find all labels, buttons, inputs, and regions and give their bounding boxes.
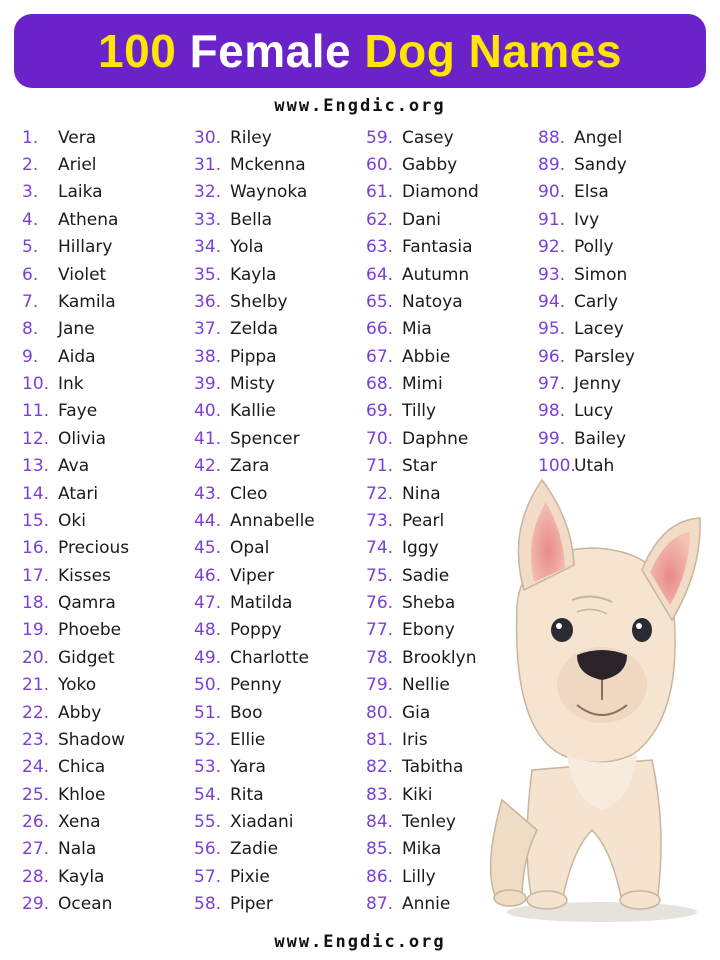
name-list-item — [194, 863, 315, 890]
item-number: 61. — [366, 182, 394, 203]
dog-name: Violet — [58, 264, 107, 285]
item-number: 47. — [194, 593, 222, 614]
name-list-item — [538, 398, 635, 425]
name-list-item — [194, 206, 315, 233]
item-number: 90. — [538, 182, 566, 203]
dog-name: Precious — [58, 538, 130, 559]
dog-name: Ebony — [402, 620, 455, 641]
item-number: 53. — [194, 757, 222, 778]
dog-name: Ellie — [230, 729, 266, 750]
dog-name: Aida — [58, 346, 96, 367]
name-list-item — [194, 124, 315, 151]
item-number: 100. — [538, 456, 576, 477]
item-number: 16. — [22, 538, 50, 559]
dog-name: Kiki — [402, 784, 433, 805]
dog-name: Tenley — [402, 812, 456, 833]
dog-name: Autumn — [402, 264, 470, 285]
item-number: 35. — [194, 264, 222, 285]
name-list-item — [366, 151, 479, 178]
dog-name: Kallie — [230, 401, 276, 422]
dog-name: Nala — [58, 839, 97, 860]
name-list-item — [22, 453, 129, 480]
item-number: 75. — [366, 565, 394, 586]
name-list-item — [22, 234, 129, 261]
item-number: 39. — [194, 374, 222, 395]
item-number: 4. — [22, 209, 39, 230]
dog-name: Laika — [58, 182, 103, 203]
name-list-item — [194, 234, 315, 261]
dog-name: Faye — [58, 401, 98, 422]
name-list-item — [22, 754, 129, 781]
name-list-item — [194, 370, 315, 397]
item-number: 43. — [194, 483, 222, 504]
item-number: 93. — [538, 264, 566, 285]
item-number: 60. — [366, 155, 394, 176]
name-list-item — [366, 206, 479, 233]
dog-name: Zelda — [230, 319, 279, 340]
item-number: 8. — [22, 319, 39, 340]
dog-name: Jenny — [574, 374, 622, 395]
item-number: 97. — [538, 374, 566, 395]
title-word-female: Female — [189, 25, 352, 77]
item-number: 77. — [366, 620, 394, 641]
item-number: 96. — [538, 346, 566, 367]
item-number: 85. — [366, 839, 394, 860]
item-number: 70. — [366, 428, 394, 449]
item-number: 48. — [194, 620, 222, 641]
dog-name: Bailey — [574, 428, 627, 449]
dog-name: Mika — [402, 839, 442, 860]
item-number: 29. — [22, 894, 50, 915]
item-number: 3. — [22, 182, 39, 203]
dog-name: Gia — [402, 702, 431, 723]
dog-name: Abbie — [402, 346, 451, 367]
name-list-item — [538, 370, 635, 397]
title-banner — [14, 14, 706, 88]
dog-name: Natoya — [402, 291, 463, 312]
name-list-item — [22, 589, 129, 616]
dog-name: Mia — [402, 319, 432, 340]
item-number: 34. — [194, 237, 222, 258]
item-number: 62. — [366, 209, 394, 230]
name-list-item — [194, 316, 315, 343]
dog-name: Casey — [402, 127, 454, 148]
name-list-item — [22, 398, 129, 425]
dog-name: Daphne — [402, 428, 469, 449]
item-number: 79. — [366, 675, 394, 696]
dog-name: Vera — [58, 127, 97, 148]
item-number: 44. — [194, 510, 222, 531]
dog-name: Nina — [402, 483, 441, 504]
name-list-item — [194, 453, 315, 480]
item-number: 49. — [194, 647, 222, 668]
item-number: 51. — [194, 702, 222, 723]
name-list-item — [22, 672, 129, 699]
name-list-item — [366, 425, 479, 452]
item-number: 98. — [538, 401, 566, 422]
dog-name: Olivia — [58, 428, 107, 449]
dog-name: Chica — [58, 757, 106, 778]
dog-name: Zadie — [230, 839, 279, 860]
dog-name: Kayla — [58, 866, 105, 887]
item-number: 32. — [194, 182, 222, 203]
name-list-item — [22, 808, 129, 835]
dog-name: Spencer — [230, 428, 300, 449]
item-number: 20. — [22, 647, 50, 668]
name-list-item — [22, 781, 129, 808]
name-list-item — [538, 425, 635, 452]
item-number: 46. — [194, 565, 222, 586]
dog-name: Sadie — [402, 565, 450, 586]
item-number: 12. — [22, 428, 50, 449]
dog-name: Iris — [402, 729, 428, 750]
item-number: 65. — [366, 291, 394, 312]
dog-name: Elsa — [574, 182, 609, 203]
name-list-item — [22, 644, 129, 671]
name-list-item — [194, 754, 315, 781]
dog-name: Pixie — [230, 866, 270, 887]
item-number: 71. — [366, 456, 394, 477]
dog-name: Shelby — [230, 291, 288, 312]
name-list-item — [538, 288, 635, 315]
dog-name: Abby — [58, 702, 102, 723]
site-url-top[interactable]: www.Engdic.org — [274, 96, 446, 116]
name-list-item — [366, 343, 479, 370]
dog-name: Mckenna — [230, 155, 306, 176]
name-list-item — [22, 316, 129, 343]
item-number: 84. — [366, 812, 394, 833]
name-list-item — [194, 261, 315, 288]
name-list-item — [22, 507, 129, 534]
item-number: 95. — [538, 319, 566, 340]
dog-name: Kisses — [58, 565, 111, 586]
item-number: 1. — [22, 127, 39, 148]
dog-name: Misty — [230, 374, 275, 395]
dog-name: Iggy — [402, 538, 439, 559]
item-number: 68. — [366, 374, 394, 395]
dog-name: Tilly — [402, 401, 437, 422]
dog-name: Charlotte — [230, 647, 309, 668]
dog-name: Bella — [230, 209, 272, 230]
item-number: 56. — [194, 839, 222, 860]
name-list-item — [22, 261, 129, 288]
dog-name: Qamra — [58, 593, 116, 614]
name-list-item — [194, 535, 315, 562]
dog-name: Nellie — [402, 675, 450, 696]
name-list-item — [22, 863, 129, 890]
item-number: 55. — [194, 812, 222, 833]
item-number: 14. — [22, 483, 50, 504]
item-number: 13. — [22, 456, 50, 477]
dog-name: Penny — [230, 675, 282, 696]
dog-name: Jane — [58, 319, 95, 340]
name-list-item — [22, 836, 129, 863]
french-bulldog-illustration — [462, 470, 712, 930]
name-list-item — [194, 726, 315, 753]
item-number: 22. — [22, 702, 50, 723]
item-number: 64. — [366, 264, 394, 285]
dog-name: Yola — [230, 237, 264, 258]
name-list-item — [194, 288, 315, 315]
dog-name: Pearl — [402, 510, 445, 531]
name-list-item — [366, 124, 479, 151]
item-number: 54. — [194, 784, 222, 805]
dog-name: Tabitha — [402, 757, 464, 778]
dog-name: Annabelle — [230, 510, 315, 531]
name-list-item — [22, 562, 129, 589]
name-list-item — [22, 288, 129, 315]
dog-name: Poppy — [230, 620, 282, 641]
item-number: 99. — [538, 428, 566, 449]
item-number: 86. — [366, 866, 394, 887]
item-number: 7. — [22, 291, 39, 312]
dog-name: Fantasia — [402, 237, 473, 258]
item-number: 94. — [538, 291, 566, 312]
dog-name: Brooklyn — [402, 647, 477, 668]
dog-name: Carly — [574, 291, 619, 312]
dog-name: Matilda — [230, 593, 293, 614]
item-number: 72. — [366, 483, 394, 504]
name-list-item — [366, 288, 479, 315]
name-list-item — [22, 726, 129, 753]
name-list-item — [22, 425, 129, 452]
name-list-item — [194, 507, 315, 534]
item-number: 36. — [194, 291, 222, 312]
dog-name: Yara — [230, 757, 266, 778]
dog-name: Hillary — [58, 237, 113, 258]
dog-name: Viper — [230, 565, 275, 586]
name-list-item — [194, 343, 315, 370]
dog-name: Annie — [402, 894, 451, 915]
item-number: 74. — [366, 538, 394, 559]
item-number: 5. — [22, 237, 39, 258]
title-dog-names: Dog Names — [364, 25, 622, 77]
dog-name: Sandy — [574, 155, 627, 176]
item-number: 52. — [194, 729, 222, 750]
name-list-item — [538, 206, 635, 233]
name-list-item — [22, 480, 129, 507]
item-number: 11. — [22, 401, 50, 422]
item-number: 27. — [22, 839, 50, 860]
name-list-item — [22, 124, 129, 151]
dog-name: Yoko — [58, 675, 97, 696]
dog-name: Xiadani — [230, 812, 294, 833]
item-number: 33. — [194, 209, 222, 230]
name-list-item — [366, 398, 479, 425]
names-column-2 — [194, 124, 315, 918]
name-list-item — [366, 370, 479, 397]
names-column-1 — [22, 124, 129, 918]
item-number: 89. — [538, 155, 566, 176]
name-list-item — [22, 179, 129, 206]
name-list-item — [538, 179, 635, 206]
dog-name: Atari — [58, 483, 99, 504]
dog-name: Khloe — [58, 784, 106, 805]
item-number: 25. — [22, 784, 50, 805]
name-list-item — [194, 672, 315, 699]
item-number: 9. — [22, 346, 39, 367]
name-list-item — [194, 891, 315, 918]
item-number: 15. — [22, 510, 50, 531]
dog-name: Lacey — [574, 319, 624, 340]
item-number: 67. — [366, 346, 394, 367]
name-list-item — [538, 343, 635, 370]
item-number: 23. — [22, 729, 50, 750]
item-number: 57. — [194, 866, 222, 887]
name-list-item — [194, 808, 315, 835]
name-list-item — [22, 535, 129, 562]
name-list-item — [366, 316, 479, 343]
name-list-item — [194, 617, 315, 644]
item-number: 18. — [22, 593, 50, 614]
dog-name: Rita — [230, 784, 264, 805]
name-list-item — [194, 836, 315, 863]
name-list-item — [22, 206, 129, 233]
name-list-item — [194, 151, 315, 178]
dog-name: Ocean — [58, 894, 113, 915]
dog-name: Polly — [574, 237, 614, 258]
name-list-item — [22, 151, 129, 178]
dog-name: Athena — [58, 209, 119, 230]
name-list-item — [538, 234, 635, 261]
name-list-item — [22, 891, 129, 918]
dog-name: Cleo — [230, 483, 268, 504]
item-number: 38. — [194, 346, 222, 367]
name-list-item — [194, 398, 315, 425]
dog-name: Star — [402, 456, 437, 477]
item-number: 10. — [22, 374, 50, 395]
item-number: 59. — [366, 127, 394, 148]
dog-name: Waynoka — [230, 182, 308, 203]
item-number: 6. — [22, 264, 39, 285]
dog-name: Ariel — [58, 155, 97, 176]
dog-name: Shadow — [58, 729, 126, 750]
name-list-item — [194, 699, 315, 726]
dog-name: Diamond — [402, 182, 479, 203]
dog-name: Lilly — [402, 866, 436, 887]
name-list-item — [22, 370, 129, 397]
item-number: 42. — [194, 456, 222, 477]
name-list-item — [538, 261, 635, 288]
names-column-4 — [538, 124, 635, 480]
dog-name: Gidget — [58, 647, 115, 668]
name-list-item — [366, 261, 479, 288]
item-number: 73. — [366, 510, 394, 531]
dog-name: Kamila — [58, 291, 116, 312]
dog-name: Riley — [230, 127, 272, 148]
dog-name: Kayla — [230, 264, 277, 285]
name-list-item — [194, 781, 315, 808]
name-list-item — [22, 617, 129, 644]
name-list-item — [194, 644, 315, 671]
dog-name: Angel — [574, 127, 623, 148]
dog-name: Sheba — [402, 593, 456, 614]
item-number: 2. — [22, 155, 39, 176]
item-number: 76. — [366, 593, 394, 614]
item-number: 28. — [22, 866, 50, 887]
site-url-bottom[interactable]: www.Engdic.org — [274, 932, 446, 952]
name-list-item — [366, 234, 479, 261]
item-number: 82. — [366, 757, 394, 778]
item-number: 78. — [366, 647, 394, 668]
dog-name: Opal — [230, 538, 270, 559]
item-number: 30. — [194, 127, 222, 148]
name-list-item — [194, 589, 315, 616]
name-list-item — [366, 179, 479, 206]
dog-name: Mimi — [402, 374, 443, 395]
item-number: 37. — [194, 319, 222, 340]
item-number: 31. — [194, 155, 222, 176]
name-list-item — [538, 124, 635, 151]
item-number: 41. — [194, 428, 222, 449]
dog-name: Utah — [574, 456, 615, 477]
item-number: 81. — [366, 729, 394, 750]
name-list-item — [194, 425, 315, 452]
dog-name: Simon — [574, 264, 628, 285]
item-number: 63. — [366, 237, 394, 258]
name-list-item — [538, 316, 635, 343]
item-number: 26. — [22, 812, 50, 833]
dog-name: Zara — [230, 456, 270, 477]
item-number: 19. — [22, 620, 50, 641]
item-number: 58. — [194, 894, 222, 915]
item-number: 66. — [366, 319, 394, 340]
item-number: 45. — [194, 538, 222, 559]
item-number: 88. — [538, 127, 566, 148]
dog-name: Boo — [230, 702, 263, 723]
name-list-item — [22, 343, 129, 370]
item-number: 83. — [366, 784, 394, 805]
item-number: 91. — [538, 209, 566, 230]
item-number: 50. — [194, 675, 222, 696]
name-list-item — [194, 179, 315, 206]
dog-name: Parsley — [574, 346, 635, 367]
dog-name: Ivy — [574, 209, 600, 230]
item-number: 92. — [538, 237, 566, 258]
dog-name: Piper — [230, 894, 273, 915]
dog-name: Phoebe — [58, 620, 122, 641]
item-number: 21. — [22, 675, 50, 696]
name-list-item — [194, 480, 315, 507]
item-number: 87. — [366, 894, 394, 915]
title-number: 100 — [98, 25, 177, 77]
dog-name: Dani — [402, 209, 442, 230]
dog-name: Pippa — [230, 346, 277, 367]
item-number: 69. — [366, 401, 394, 422]
dog-name: Ava — [58, 456, 90, 477]
dog-name: Lucy — [574, 401, 614, 422]
dog-name: Oki — [58, 510, 86, 531]
item-number: 80. — [366, 702, 394, 723]
item-number: 24. — [22, 757, 50, 778]
dog-name: Xena — [58, 812, 101, 833]
dog-name: Ink — [58, 374, 84, 395]
item-number: 40. — [194, 401, 222, 422]
name-list-item — [538, 151, 635, 178]
dog-name: Gabby — [402, 155, 458, 176]
name-list-item — [194, 562, 315, 589]
item-number: 17. — [22, 565, 50, 586]
name-list-item — [22, 699, 129, 726]
